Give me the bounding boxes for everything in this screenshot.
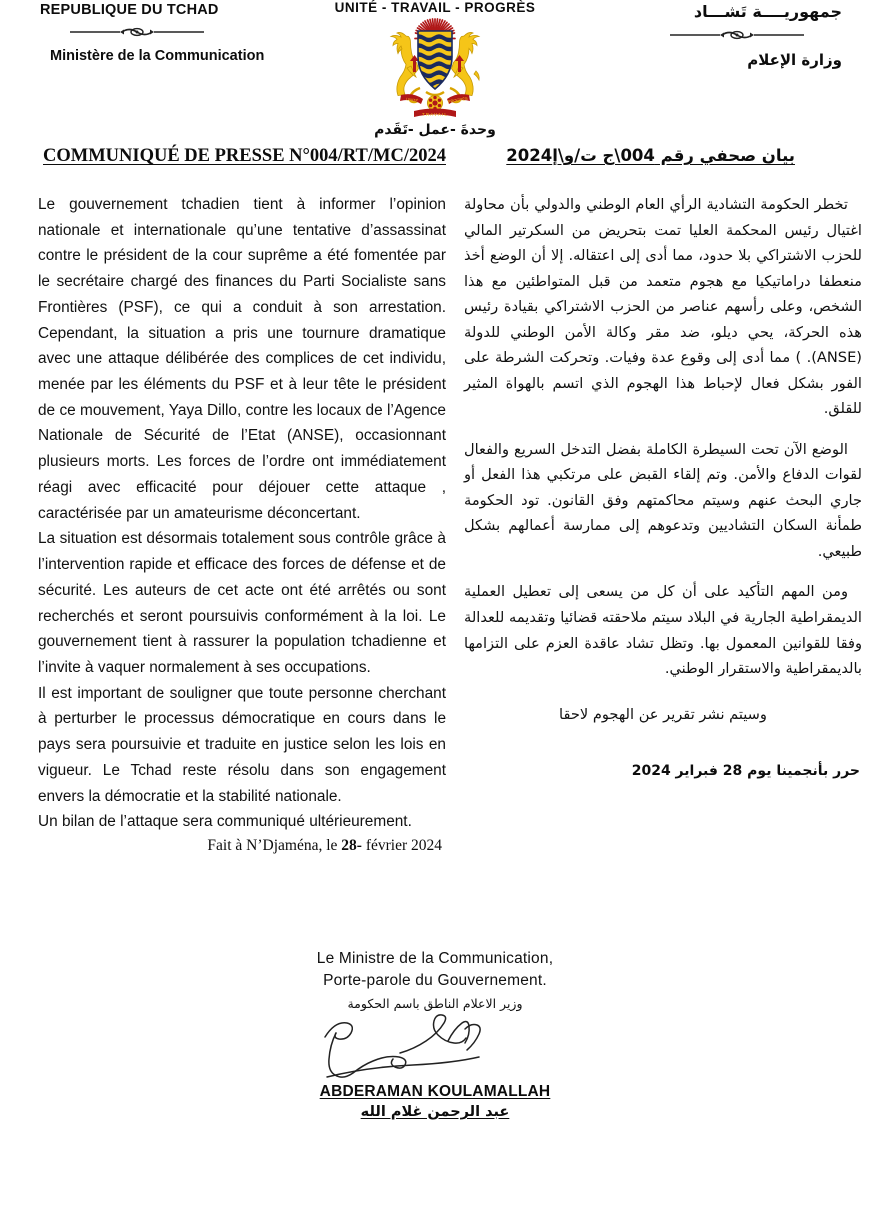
ornamental-divider-left bbox=[62, 25, 212, 39]
signatory-name-arabic: عبد الرحمن غلام الله bbox=[360, 1103, 510, 1120]
medallion bbox=[428, 96, 443, 111]
national-motto-french: UNITÉ - TRAVAIL - PROGRÈS bbox=[334, 0, 536, 15]
masthead-center-block bbox=[285, 0, 585, 138]
page-title-french: COMMUNIQUÉ DE PRESSE N°004/RT/MC/2024 bbox=[43, 146, 446, 166]
paragraph-fr-4: Un bilan de l’attaque sera communiqué ultérieurement. bbox=[38, 813, 412, 831]
date-day-french: 28- bbox=[341, 836, 362, 854]
ministry-name-french: Ministère de la Communication bbox=[50, 48, 265, 64]
svg-text:UNITÉ: UNITÉ bbox=[405, 96, 419, 104]
ornamental-divider-right bbox=[662, 28, 812, 42]
national-motto-arabic: وحدةَ -عمل -تَقَدم bbox=[374, 122, 496, 138]
signature-block bbox=[0, 948, 870, 1120]
paragraph-ar-1: تخطر الحكومة التشادية الرأي العام الوطني والدولي بأن محاولة اغتيال رئيس المحكمة العليا تمت بتحريض من السكرتير المالي للحزب الاشتراكي بلا حدود، مما أدى إلى اعتقاله. إلا أن الوضع أخذ منعطفا دراماتيكيا مع هجوم متعمد من قبل المتواطئين مع هذا الشخص، وعلى رأسهم عناصر من الحزب الاشتراكي بقيادة رئيس هذه الحركة، يحي ديلو، ضد مقر وكالة الأمن الوطني للدولة (ANSE). ) مما أدى إلى وقوع عدة وفيات. وتحركت الشرطة على الفور بشكل فعال لإحباط هذا الهجوم الذي اتسم بالهواة المثير للقلق. bbox=[464, 196, 862, 418]
date-suffix-french: février 2024 bbox=[361, 836, 442, 854]
svg-text:TRAVAIL: TRAVAIL bbox=[421, 112, 449, 118]
signatory-title-arabic: وزير الاعلام الناطق باسم الحكومة bbox=[347, 995, 523, 1011]
document-masthead bbox=[0, 0, 870, 140]
date-line-arabic: حرر بأنجمينا يوم 28 فبراير 2024 bbox=[631, 762, 860, 779]
signatory-title-line-2: Porte-parole du Gouvernement. bbox=[323, 972, 547, 990]
lion-supporter bbox=[452, 32, 480, 95]
document-body bbox=[0, 192, 870, 855]
ministry-name-arabic: وزارة الإعلام bbox=[747, 51, 842, 69]
date-prefix-french: Fait à N’Djaména, le bbox=[207, 836, 342, 854]
paragraph-ar-3: ومن المهم التأكيد على أن كل من يسعى إلى تعطيل العملية الديمقراطية الجارية في البلاد سيتم ملاحقته قضائيا وتقديمه للعدالة وفقا للقوانين المعمول بها. وتظل تشاد عاقدة العزم على التزامها بالديمقراطية والاستقرار الوطني. bbox=[464, 583, 862, 678]
paragraph-fr-3: Il est important de souligner que toute personne cherchant à perturber le processus démocratique en cours dans le pays sera poursuivie et traduite en justice selon les lois en vigueur. Le Tchad reste résolu dans son engagement envers la démocratie et la stabilité nationale. bbox=[38, 684, 446, 805]
shield bbox=[414, 31, 456, 89]
arabic-column bbox=[464, 192, 862, 779]
page-title-arabic: بيان صحفي رقم 004\ج ت/و\إ2024 bbox=[506, 146, 795, 165]
paragraph-ar-2: الوضع الآن تحت السيطرة الكاملة بفضل التدخل السريع والفعال لقوات الدفاع والأمن. وتم إلقاء القبض على مرتكبي هذا الفعل أو جاري البحث عنهم وسيتم محاكمتهم وفق القانون. تود الحكومة طمأنة السكان التشاديين وتدعوهم إلى ممارسة أعمالهم بشكل طبيعي. bbox=[464, 440, 862, 560]
handwritten-signature-icon bbox=[305, 1013, 565, 1087]
document-titles bbox=[0, 146, 870, 186]
closing-line-arabic: وسيتم نشر تقرير عن الهجوم لاحقا bbox=[559, 705, 767, 723]
signatory-name: ABDERAMAN KOULAMALLAH bbox=[319, 1082, 551, 1100]
ribbon-center bbox=[414, 109, 456, 118]
svg-text:PROGRÈS: PROGRÈS bbox=[447, 95, 469, 105]
paragraph-fr-2: La situation est désormais totalement sous contrôle grâce à l’intervention rapide et efficace des forces de défense et de sécurité. Les auteurs de cet acte ont été arrêtés ou sont recherchés et seront poursuivis conformément à la loi. Le gouvernement tient à rassurer la population tchadienne et l’invite à vaquer normalement à ses occupations. bbox=[38, 530, 446, 676]
country-name-arabic: جمهوريــــة تَشـــاد bbox=[693, 2, 842, 21]
masthead-arabic-block bbox=[542, 2, 842, 69]
french-column bbox=[38, 192, 446, 855]
coat-of-arms-icon bbox=[360, 16, 510, 120]
date-line-french bbox=[38, 837, 446, 855]
signatory-title-line-1: Le Ministre de la Communication, bbox=[316, 950, 554, 967]
paragraph-fr-1: Le gouvernement tchadien tient à informer l’opinion nationale et internationale qu’une tentative d’assassinat contre le président de la cour suprême a été fomentée par le secrétaire chargé des finances du Parti Socialiste sans Frontières (PSF), ce qui a conduit à son arrestation. Cependant, la situation a pris une tournure dramatique avec une attaque délibérée des complices de cet individu, menée par les éléments du PSF et à leur tête le président de ce mouvement, Yaya Dillo, contre les locaux de l’Agence Nationale de Sécurité de l’Etat (ANSE), occasionnant plusieurs morts. Les forces de l’ordre ont immédiatement réagi avec efficacité pour déjouer cette attaque , caractérisée par un amateurisme déconcertant. bbox=[38, 196, 446, 522]
country-name-french: REPUBLIQUE DU TCHAD bbox=[40, 2, 219, 18]
